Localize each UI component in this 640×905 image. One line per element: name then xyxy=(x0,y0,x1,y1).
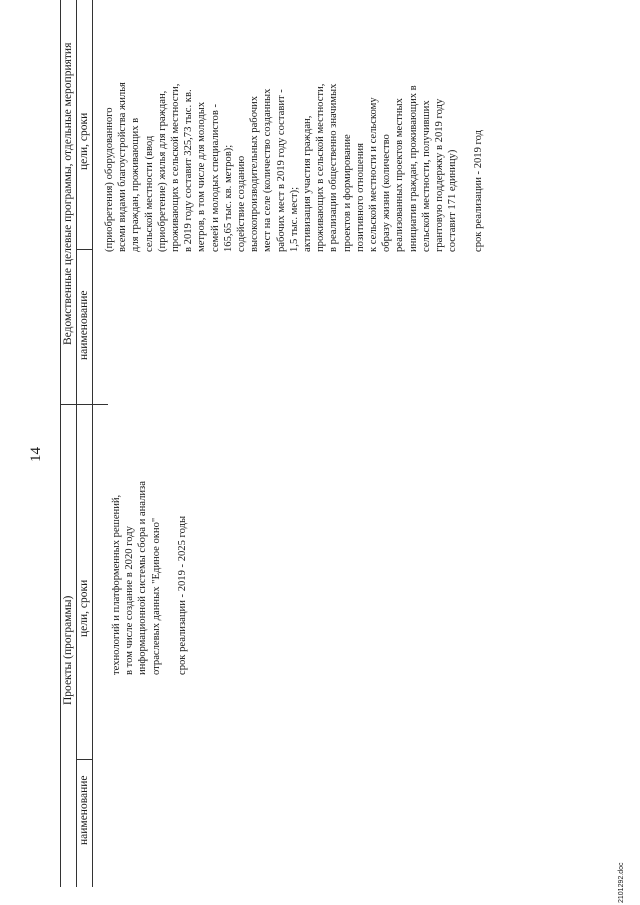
departmental-goal-line: грантовую поддержку в 2019 году xyxy=(434,98,446,252)
departmental-goal-line: активизация участия граждан, xyxy=(302,115,314,252)
table-col-divider-1 xyxy=(76,759,92,760)
header-projects: Проекты (программы) xyxy=(62,595,74,705)
table-top-rule xyxy=(60,0,61,887)
departmental-goal-line: реализованных проектов местных xyxy=(394,98,406,252)
departmental-goal-line: 1,5 тыс. мест); xyxy=(288,186,300,252)
departmental-goal-line: высокопроизводительных рабочих xyxy=(249,95,261,252)
header-col-goals-2: цели, сроки xyxy=(78,112,90,170)
header-departmental: Ведомственные целевые программы, отдельные мероприятия xyxy=(62,42,74,345)
table-group-divider xyxy=(60,404,108,405)
departmental-goal-line: содействие созданию xyxy=(236,155,248,252)
header-col-name-2: наименование xyxy=(78,290,90,360)
departmental-goal-line: для граждан, проживающих в xyxy=(130,117,142,252)
projects-goal-line: информационной системы сбора и анализа xyxy=(137,481,149,675)
projects-goal-line: в том числе создание в 2020 году xyxy=(124,526,136,675)
departmental-goal-line: проживающих в сельской местности, xyxy=(170,83,182,252)
departmental-goal-line: рабочих мест в 2019 году составит - xyxy=(275,89,287,252)
table-header-rule xyxy=(76,0,77,887)
departmental-goal-line: сельской местности (ввод xyxy=(143,135,155,252)
departmental-goal-line: (приобретения) оборудованного xyxy=(104,107,115,252)
departmental-goal-line: семей и молодых специалистов - xyxy=(209,104,221,252)
departmental-goal-line: мест на селе (количество созданных xyxy=(262,88,274,252)
projects-term: срок реализации - 2019 - 2025 годы xyxy=(176,515,188,675)
departmental-goal-line: (приобретение) жилья для граждан, xyxy=(156,90,168,252)
departmental-goal-line: проектов и формирование xyxy=(341,134,353,252)
paragraph-gap xyxy=(163,481,176,675)
header-col-goals: цели, сроки xyxy=(78,579,90,637)
departmental-goal-line: 165,65 тыс. кв. метров); xyxy=(222,144,234,252)
departmental-goal-line: всеми видами благоустройства жилья xyxy=(117,82,129,252)
paragraph-gap xyxy=(459,82,472,252)
departmental-goal-line: к сельской местности и сельскому xyxy=(368,97,380,252)
departmental-goals-cell xyxy=(103,82,486,252)
table-subheader-rule xyxy=(92,0,93,887)
departmental-goal-line: проживающих в сельской местности, xyxy=(315,83,327,252)
departmental-goal-line: инициатив граждан, проживающих в xyxy=(407,85,419,252)
departmental-goal-line: в реализации общественно значимых xyxy=(328,83,340,252)
document-code: 2101292.doc xyxy=(618,862,625,903)
page-number: 14 xyxy=(28,447,44,462)
departmental-goal-line: метров, в том числе для молодых xyxy=(196,101,208,252)
header-col-name: наименование xyxy=(78,775,90,845)
projects-goal-line: отраслевых данных "Единое окно" xyxy=(150,517,162,675)
departmental-goal-line: позитивного отношения xyxy=(354,143,366,252)
departmental-goal-line: в 2019 году составит 325,73 тыс. кв. xyxy=(183,89,195,252)
table-col-divider-3 xyxy=(76,249,92,250)
projects-goal-line: технологий и платформенных решений, xyxy=(111,494,122,675)
departmental-goal-line: составит 171 единицу) xyxy=(447,149,459,252)
projects-goals-cell xyxy=(110,481,189,675)
departmental-goal-line: образу жизни (количество xyxy=(381,134,393,252)
departmental-term: срок реализации - 2019 год xyxy=(473,130,485,252)
departmental-goal-line: сельской местности, получивших xyxy=(420,100,432,252)
